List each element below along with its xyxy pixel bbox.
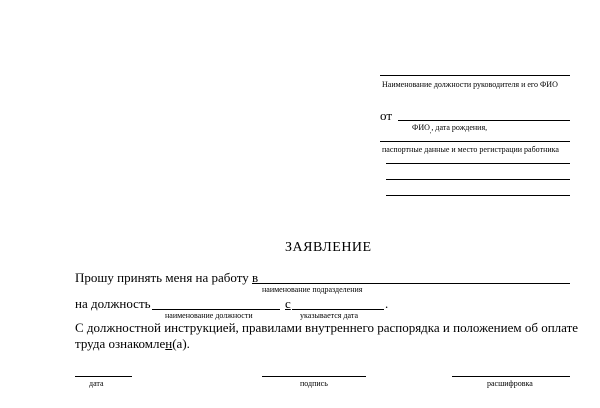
header-top-line (380, 75, 570, 76)
address-line-1 (386, 163, 570, 164)
signature-caption: подпись (300, 379, 328, 388)
document-title: ЗАЯВЛЕНИЕ (285, 240, 372, 255)
request-text: Прошу принять меня на работу в (75, 270, 259, 285)
position-line (152, 309, 280, 310)
decoding-caption: расшифровка (487, 379, 533, 388)
from-date-label: с (285, 296, 291, 311)
from-label: от (380, 108, 393, 123)
passport-line (380, 141, 570, 142)
position-caption: Наименование должности руководителя и его ФИО (382, 80, 558, 89)
date-line (292, 309, 384, 310)
position-name-caption: наименование должности (165, 311, 253, 320)
acknowledgement-line-2: труда ознакомлен(а). (75, 336, 190, 351)
fio-caption: $ФИО_,$, дата рождения, (412, 123, 488, 135)
address-line-3 (386, 195, 570, 196)
date-sign-line (75, 376, 132, 377)
passport-caption: паспортные данные и место регистрации работника (382, 145, 559, 154)
decoding-line (452, 376, 570, 377)
address-line-2 (386, 179, 570, 180)
position-label: на должность (75, 296, 151, 311)
period-mark: . (385, 296, 389, 311)
date-sign-caption: дата (89, 379, 104, 388)
signature-line (262, 376, 366, 377)
from-line (398, 120, 570, 121)
acknowledgement-line-1: С должностной инструкцией, правилами внутреннего распорядка и положением об оплате (75, 320, 579, 335)
department-line (256, 283, 570, 284)
department-caption: наименование подразделения (262, 285, 363, 294)
date-caption: указывается дата (300, 311, 359, 320)
